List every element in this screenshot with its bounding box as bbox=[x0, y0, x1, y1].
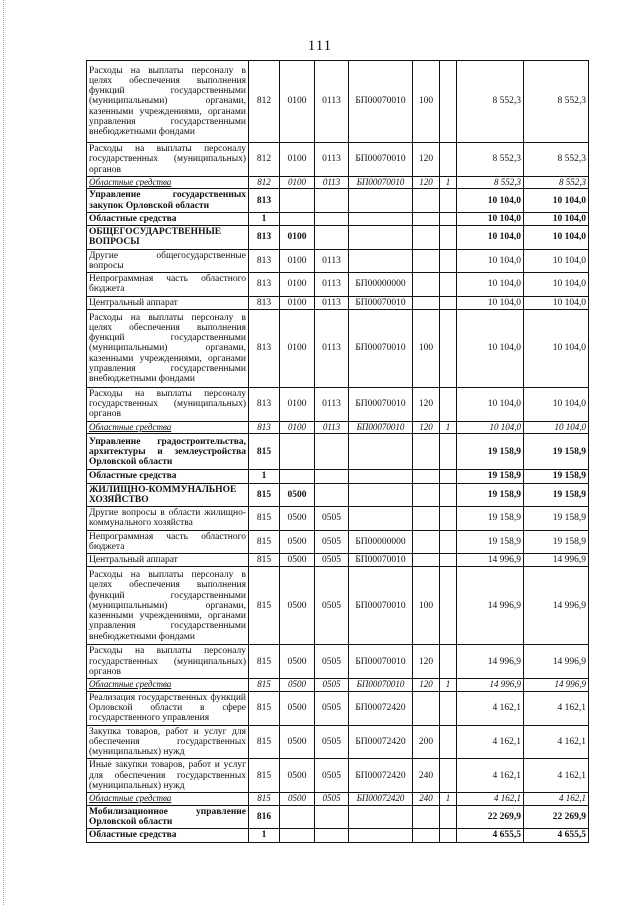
row-subsection-cell: 0505 bbox=[315, 507, 349, 531]
row-grbs-cell: 813 bbox=[249, 273, 280, 297]
row-sum-year2-cell: 19 158,9 bbox=[524, 470, 589, 483]
row-target-article-cell bbox=[349, 226, 413, 250]
row-grbs-cell: 813 bbox=[249, 296, 280, 309]
row-sum-year1-cell: 14 996,9 bbox=[457, 645, 524, 679]
row-sum-year2-cell: 10 104,0 bbox=[524, 309, 589, 387]
row-section-cell: 0100 bbox=[280, 309, 315, 387]
row-target-article-cell: БП00070010 bbox=[349, 567, 413, 645]
row-subsection-cell: 0113 bbox=[315, 143, 349, 177]
row-section-cell bbox=[280, 805, 315, 829]
table-row bbox=[87, 507, 589, 531]
row-expense-type-cell: 100 bbox=[413, 567, 440, 645]
row-target-article-cell: БП00072420 bbox=[349, 725, 413, 759]
row-sum-year1-cell: 10 104,0 bbox=[457, 189, 524, 213]
page-number: 111 bbox=[307, 38, 333, 54]
row-expense-type-cell bbox=[413, 296, 440, 309]
row-sum-year1-cell: 10 104,0 bbox=[457, 226, 524, 250]
row-target-article-cell bbox=[349, 829, 413, 842]
row-section-cell bbox=[280, 829, 315, 842]
row-grbs-cell: 813 bbox=[249, 226, 280, 250]
row-subsection-cell: 0113 bbox=[315, 249, 349, 273]
table-row bbox=[87, 189, 589, 213]
row-target-article-cell: БП00070010 bbox=[349, 554, 413, 567]
row-grbs-cell: 815 bbox=[249, 567, 280, 645]
row-grbs-cell: 813 bbox=[249, 387, 280, 421]
row-subsection-cell: 0505 bbox=[315, 793, 349, 806]
row-sum-year2-cell: 10 104,0 bbox=[524, 296, 589, 309]
row-subsection-cell: 0505 bbox=[315, 725, 349, 759]
row-source-code-cell bbox=[440, 470, 457, 483]
row-name-cell: Областные средства bbox=[87, 829, 249, 842]
row-expense-type-cell: 200 bbox=[413, 725, 440, 759]
row-sum-year1-cell: 10 104,0 bbox=[457, 273, 524, 297]
row-target-article-cell: БП00070010 bbox=[349, 679, 413, 692]
table-row bbox=[87, 567, 589, 645]
row-expense-type-cell bbox=[413, 470, 440, 483]
table-row bbox=[87, 296, 589, 309]
row-subsection-cell: 0505 bbox=[315, 691, 349, 725]
row-grbs-cell: 1 bbox=[249, 470, 280, 483]
row-sum-year2-cell: 22 269,9 bbox=[524, 805, 589, 829]
row-sum-year2-cell: 10 104,0 bbox=[524, 212, 589, 225]
row-grbs-cell: 1 bbox=[249, 212, 280, 225]
row-source-code-cell bbox=[440, 309, 457, 387]
row-sum-year1-cell: 8 552,3 bbox=[457, 61, 524, 143]
row-grbs-cell: 815 bbox=[249, 793, 280, 806]
row-grbs-cell: 813 bbox=[249, 189, 280, 213]
row-subsection-cell: 0505 bbox=[315, 530, 349, 554]
row-expense-type-cell: 120 bbox=[413, 679, 440, 692]
table-row bbox=[87, 805, 589, 829]
table-row bbox=[87, 725, 589, 759]
row-sum-year2-cell: 19 158,9 bbox=[524, 434, 589, 470]
table-row bbox=[87, 679, 589, 692]
table-row bbox=[87, 554, 589, 567]
row-subsection-cell: 0113 bbox=[315, 176, 349, 189]
row-subsection-cell: 0505 bbox=[315, 567, 349, 645]
row-sum-year2-cell: 14 996,9 bbox=[524, 567, 589, 645]
table-row bbox=[87, 759, 589, 793]
table-row bbox=[87, 226, 589, 250]
row-subsection-cell bbox=[315, 829, 349, 842]
row-name-cell: Непрограммная часть областного бюджета bbox=[87, 530, 249, 554]
row-expense-type-cell bbox=[413, 691, 440, 725]
row-section-cell: 0500 bbox=[280, 691, 315, 725]
row-source-code-cell bbox=[440, 483, 457, 507]
row-name-cell: Реализация государственных функций Орловской области в сфере государственного управления bbox=[87, 691, 249, 725]
row-name-cell: Областные средства bbox=[87, 679, 249, 692]
row-sum-year1-cell: 4 162,1 bbox=[457, 725, 524, 759]
row-target-article-cell: БП00000000 bbox=[349, 530, 413, 554]
row-expense-type-cell bbox=[413, 273, 440, 297]
row-sum-year2-cell: 10 104,0 bbox=[524, 189, 589, 213]
table-row bbox=[87, 470, 589, 483]
row-source-code-cell bbox=[440, 805, 457, 829]
row-source-code-cell bbox=[440, 645, 457, 679]
row-expense-type-cell: 120 bbox=[413, 421, 440, 434]
row-subsection-cell bbox=[315, 189, 349, 213]
row-section-cell: 0500 bbox=[280, 554, 315, 567]
row-sum-year2-cell: 14 996,9 bbox=[524, 679, 589, 692]
row-grbs-cell: 815 bbox=[249, 725, 280, 759]
row-name-cell: Расходы на выплаты персоналу в целях обеспечения выполнения функций государственными (муниципальными) органами, казенными учреждениями, органами управления государственными внебюджетными фондами bbox=[87, 309, 249, 387]
row-subsection-cell bbox=[315, 212, 349, 225]
row-name-cell: Областные средства bbox=[87, 176, 249, 189]
row-source-code-cell bbox=[440, 226, 457, 250]
row-subsection-cell: 0113 bbox=[315, 387, 349, 421]
row-name-cell: Расходы на выплаты персоналу в целях обеспечения выполнения функций государственными (муниципальными) органами, казенными учреждениями, органами управления государственными внебюджетными фондами bbox=[87, 61, 249, 143]
row-source-code-cell bbox=[440, 691, 457, 725]
row-sum-year1-cell: 8 552,3 bbox=[457, 143, 524, 177]
row-target-article-cell bbox=[349, 507, 413, 531]
row-grbs-cell: 815 bbox=[249, 679, 280, 692]
row-name-cell: Центральный аппарат bbox=[87, 296, 249, 309]
table-row bbox=[87, 829, 589, 842]
row-sum-year1-cell: 19 158,9 bbox=[457, 470, 524, 483]
row-source-code-cell bbox=[440, 61, 457, 143]
table-row bbox=[87, 143, 589, 177]
row-expense-type-cell bbox=[413, 530, 440, 554]
row-grbs-cell: 815 bbox=[249, 530, 280, 554]
row-source-code-cell bbox=[440, 759, 457, 793]
row-sum-year2-cell: 8 552,3 bbox=[524, 61, 589, 143]
row-target-article-cell bbox=[349, 249, 413, 273]
row-section-cell: 0100 bbox=[280, 387, 315, 421]
row-source-code-cell bbox=[440, 554, 457, 567]
table-row bbox=[87, 530, 589, 554]
row-expense-type-cell: 100 bbox=[413, 61, 440, 143]
row-section-cell: 0100 bbox=[280, 226, 315, 250]
row-sum-year1-cell: 8 552,3 bbox=[457, 176, 524, 189]
row-target-article-cell bbox=[349, 212, 413, 225]
row-source-code-cell bbox=[440, 530, 457, 554]
row-source-code-cell bbox=[440, 249, 457, 273]
row-target-article-cell bbox=[349, 189, 413, 213]
row-name-cell: Другие общегосударственные вопросы bbox=[87, 249, 249, 273]
row-sum-year2-cell: 4 162,1 bbox=[524, 725, 589, 759]
row-subsection-cell: 0113 bbox=[315, 421, 349, 434]
row-target-article-cell bbox=[349, 434, 413, 470]
scan-edge-rule bbox=[3, 0, 4, 905]
row-sum-year2-cell: 10 104,0 bbox=[524, 421, 589, 434]
row-name-cell: ОБЩЕГОСУДАРСТВЕННЫЕ ВОПРОСЫ bbox=[87, 226, 249, 250]
row-expense-type-cell: 240 bbox=[413, 793, 440, 806]
row-sum-year2-cell: 4 162,1 bbox=[524, 793, 589, 806]
row-name-cell: Областные средства bbox=[87, 470, 249, 483]
row-name-cell: ЖИЛИЩНО-КОММУНАЛЬНОЕ ХОЗЯЙСТВО bbox=[87, 483, 249, 507]
table-row bbox=[87, 273, 589, 297]
row-name-cell: Расходы на выплаты персоналу в целях обеспечения выполнения функций государственными (муниципальными) органами, казенными учреждениями, органами управления государственными внебюджетными фондами bbox=[87, 567, 249, 645]
table-row bbox=[87, 249, 589, 273]
row-source-code-cell bbox=[440, 725, 457, 759]
row-source-code-cell: 1 bbox=[440, 421, 457, 434]
row-sum-year1-cell: 19 158,9 bbox=[457, 507, 524, 531]
row-grbs-cell: 813 bbox=[249, 421, 280, 434]
row-sum-year1-cell: 14 996,9 bbox=[457, 554, 524, 567]
row-sum-year2-cell: 4 162,1 bbox=[524, 759, 589, 793]
row-sum-year2-cell: 8 552,3 bbox=[524, 176, 589, 189]
row-target-article-cell: БП00072420 bbox=[349, 759, 413, 793]
row-grbs-cell: 815 bbox=[249, 483, 280, 507]
row-section-cell: 0500 bbox=[280, 530, 315, 554]
row-section-cell bbox=[280, 212, 315, 225]
row-sum-year1-cell: 10 104,0 bbox=[457, 387, 524, 421]
table-row bbox=[87, 483, 589, 507]
row-subsection-cell: 0113 bbox=[315, 309, 349, 387]
row-section-cell: 0500 bbox=[280, 483, 315, 507]
row-section-cell: 0100 bbox=[280, 273, 315, 297]
row-target-article-cell: БП00070010 bbox=[349, 645, 413, 679]
row-name-cell: Областные средства bbox=[87, 421, 249, 434]
row-expense-type-cell: 120 bbox=[413, 645, 440, 679]
budget-table bbox=[86, 60, 589, 843]
row-sum-year2-cell: 4 655,5 bbox=[524, 829, 589, 842]
row-target-article-cell: БП00070010 bbox=[349, 61, 413, 143]
row-expense-type-cell: 100 bbox=[413, 309, 440, 387]
row-sum-year2-cell: 10 104,0 bbox=[524, 249, 589, 273]
row-subsection-cell bbox=[315, 226, 349, 250]
row-grbs-cell: 815 bbox=[249, 759, 280, 793]
row-sum-year1-cell: 4 162,1 bbox=[457, 759, 524, 793]
row-source-code-cell: 1 bbox=[440, 679, 457, 692]
row-sum-year1-cell: 19 158,9 bbox=[457, 483, 524, 507]
row-expense-type-cell bbox=[413, 434, 440, 470]
row-section-cell bbox=[280, 189, 315, 213]
row-target-article-cell: БП00000000 bbox=[349, 273, 413, 297]
row-sum-year2-cell: 14 996,9 bbox=[524, 645, 589, 679]
row-sum-year2-cell: 19 158,9 bbox=[524, 507, 589, 531]
row-subsection-cell: 0113 bbox=[315, 61, 349, 143]
table-row bbox=[87, 387, 589, 421]
row-source-code-cell bbox=[440, 567, 457, 645]
row-grbs-cell: 813 bbox=[249, 249, 280, 273]
row-target-article-cell: БП00070010 bbox=[349, 387, 413, 421]
row-expense-type-cell bbox=[413, 805, 440, 829]
row-subsection-cell: 0113 bbox=[315, 273, 349, 297]
row-name-cell: Закупка товаров, работ и услуг для обеспечения государственных (муниципальных) нужд bbox=[87, 725, 249, 759]
row-expense-type-cell: 240 bbox=[413, 759, 440, 793]
row-grbs-cell: 1 bbox=[249, 829, 280, 842]
row-expense-type-cell bbox=[413, 212, 440, 225]
row-subsection-cell: 0505 bbox=[315, 679, 349, 692]
row-source-code-cell bbox=[440, 143, 457, 177]
row-sum-year2-cell: 4 162,1 bbox=[524, 691, 589, 725]
row-grbs-cell: 812 bbox=[249, 176, 280, 189]
row-expense-type-cell: 120 bbox=[413, 143, 440, 177]
row-sum-year1-cell: 14 996,9 bbox=[457, 567, 524, 645]
table-row bbox=[87, 645, 589, 679]
row-target-article-cell bbox=[349, 483, 413, 507]
row-grbs-cell: 815 bbox=[249, 507, 280, 531]
row-source-code-cell bbox=[440, 387, 457, 421]
row-expense-type-cell bbox=[413, 554, 440, 567]
row-section-cell: 0500 bbox=[280, 645, 315, 679]
row-name-cell: Расходы на выплаты персоналу государственных (муниципальных) органов bbox=[87, 387, 249, 421]
row-expense-type-cell: 120 bbox=[413, 387, 440, 421]
row-section-cell: 0100 bbox=[280, 61, 315, 143]
row-grbs-cell: 815 bbox=[249, 554, 280, 567]
row-sum-year2-cell: 19 158,9 bbox=[524, 483, 589, 507]
row-target-article-cell: БП00070010 bbox=[349, 421, 413, 434]
row-sum-year1-cell: 4 162,1 bbox=[457, 793, 524, 806]
row-subsection-cell: 0505 bbox=[315, 759, 349, 793]
row-grbs-cell: 816 bbox=[249, 805, 280, 829]
table-row bbox=[87, 691, 589, 725]
row-name-cell: Областные средства bbox=[87, 793, 249, 806]
row-name-cell: Мобилизационное управление Орловской области bbox=[87, 805, 249, 829]
row-subsection-cell: 0505 bbox=[315, 645, 349, 679]
row-name-cell: Расходы на выплаты персоналу государственных (муниципальных) органов bbox=[87, 143, 249, 177]
row-sum-year2-cell: 8 552,3 bbox=[524, 143, 589, 177]
table-row bbox=[87, 212, 589, 225]
table-row bbox=[87, 61, 589, 143]
row-sum-year1-cell: 10 104,0 bbox=[457, 296, 524, 309]
row-sum-year2-cell: 10 104,0 bbox=[524, 273, 589, 297]
row-expense-type-cell bbox=[413, 829, 440, 842]
row-sum-year2-cell: 10 104,0 bbox=[524, 387, 589, 421]
row-grbs-cell: 812 bbox=[249, 143, 280, 177]
row-grbs-cell: 813 bbox=[249, 309, 280, 387]
row-expense-type-cell bbox=[413, 189, 440, 213]
row-section-cell: 0100 bbox=[280, 421, 315, 434]
row-expense-type-cell: 120 bbox=[413, 176, 440, 189]
row-section-cell: 0100 bbox=[280, 176, 315, 189]
row-section-cell: 0500 bbox=[280, 725, 315, 759]
row-section-cell: 0500 bbox=[280, 507, 315, 531]
row-source-code-cell bbox=[440, 296, 457, 309]
row-target-article-cell: БП00072420 bbox=[349, 691, 413, 725]
row-target-article-cell: БП00072420 bbox=[349, 793, 413, 806]
table-row bbox=[87, 309, 589, 387]
row-subsection-cell: 0505 bbox=[315, 554, 349, 567]
row-source-code-cell bbox=[440, 273, 457, 297]
row-source-code-cell bbox=[440, 434, 457, 470]
row-name-cell: Другие вопросы в области жилищно-коммунального хозяйства bbox=[87, 507, 249, 531]
row-sum-year1-cell: 10 104,0 bbox=[457, 421, 524, 434]
row-subsection-cell bbox=[315, 805, 349, 829]
row-source-code-cell: 1 bbox=[440, 176, 457, 189]
row-target-article-cell: БП00070010 bbox=[349, 143, 413, 177]
row-sum-year1-cell: 10 104,0 bbox=[457, 249, 524, 273]
row-section-cell: 0500 bbox=[280, 793, 315, 806]
row-source-code-cell: 1 bbox=[440, 793, 457, 806]
row-subsection-cell bbox=[315, 483, 349, 507]
row-section-cell: 0100 bbox=[280, 296, 315, 309]
row-expense-type-cell bbox=[413, 507, 440, 531]
row-name-cell: Центральный аппарат bbox=[87, 554, 249, 567]
row-section-cell: 0100 bbox=[280, 249, 315, 273]
table-row bbox=[87, 176, 589, 189]
row-name-cell: Непрограммная часть областного бюджета bbox=[87, 273, 249, 297]
row-sum-year1-cell: 4 162,1 bbox=[457, 691, 524, 725]
row-name-cell: Управление градостроительства, архитектуры и землеустройства Орловской области bbox=[87, 434, 249, 470]
row-target-article-cell bbox=[349, 470, 413, 483]
row-sum-year1-cell: 19 158,9 bbox=[457, 530, 524, 554]
row-name-cell: Иные закупки товаров, работ и услуг для обеспечения государственных (муниципальных) нужд bbox=[87, 759, 249, 793]
row-section-cell: 0100 bbox=[280, 143, 315, 177]
row-source-code-cell bbox=[440, 507, 457, 531]
row-sum-year2-cell: 19 158,9 bbox=[524, 530, 589, 554]
row-section-cell: 0500 bbox=[280, 567, 315, 645]
row-target-article-cell bbox=[349, 805, 413, 829]
row-grbs-cell: 815 bbox=[249, 434, 280, 470]
row-section-cell: 0500 bbox=[280, 679, 315, 692]
row-sum-year1-cell: 14 996,9 bbox=[457, 679, 524, 692]
row-expense-type-cell bbox=[413, 226, 440, 250]
row-grbs-cell: 815 bbox=[249, 645, 280, 679]
row-source-code-cell bbox=[440, 829, 457, 842]
table-row bbox=[87, 421, 589, 434]
row-section-cell: 0500 bbox=[280, 759, 315, 793]
row-section-cell bbox=[280, 470, 315, 483]
row-grbs-cell: 815 bbox=[249, 691, 280, 725]
row-expense-type-cell bbox=[413, 249, 440, 273]
row-target-article-cell: БП00070010 bbox=[349, 176, 413, 189]
row-sum-year1-cell: 10 104,0 bbox=[457, 212, 524, 225]
row-source-code-cell bbox=[440, 189, 457, 213]
budget-table-body bbox=[87, 61, 589, 843]
row-target-article-cell: БП00070010 bbox=[349, 296, 413, 309]
table-row bbox=[87, 793, 589, 806]
row-target-article-cell: БП00070010 bbox=[349, 309, 413, 387]
row-sum-year1-cell: 19 158,9 bbox=[457, 434, 524, 470]
row-grbs-cell: 812 bbox=[249, 61, 280, 143]
row-subsection-cell: 0113 bbox=[315, 296, 349, 309]
row-subsection-cell bbox=[315, 470, 349, 483]
row-expense-type-cell bbox=[413, 483, 440, 507]
row-sum-year1-cell: 10 104,0 bbox=[457, 309, 524, 387]
row-section-cell bbox=[280, 434, 315, 470]
row-source-code-cell bbox=[440, 212, 457, 225]
row-sum-year1-cell: 22 269,9 bbox=[457, 805, 524, 829]
table-row bbox=[87, 434, 589, 470]
row-name-cell: Расходы на выплаты персоналу государственных (муниципальных) органов bbox=[87, 645, 249, 679]
row-sum-year2-cell: 10 104,0 bbox=[524, 226, 589, 250]
row-name-cell: Управление государственных закупок Орловской области bbox=[87, 189, 249, 213]
row-subsection-cell bbox=[315, 434, 349, 470]
row-sum-year1-cell: 4 655,5 bbox=[457, 829, 524, 842]
row-sum-year2-cell: 14 996,9 bbox=[524, 554, 589, 567]
row-name-cell: Областные средства bbox=[87, 212, 249, 225]
